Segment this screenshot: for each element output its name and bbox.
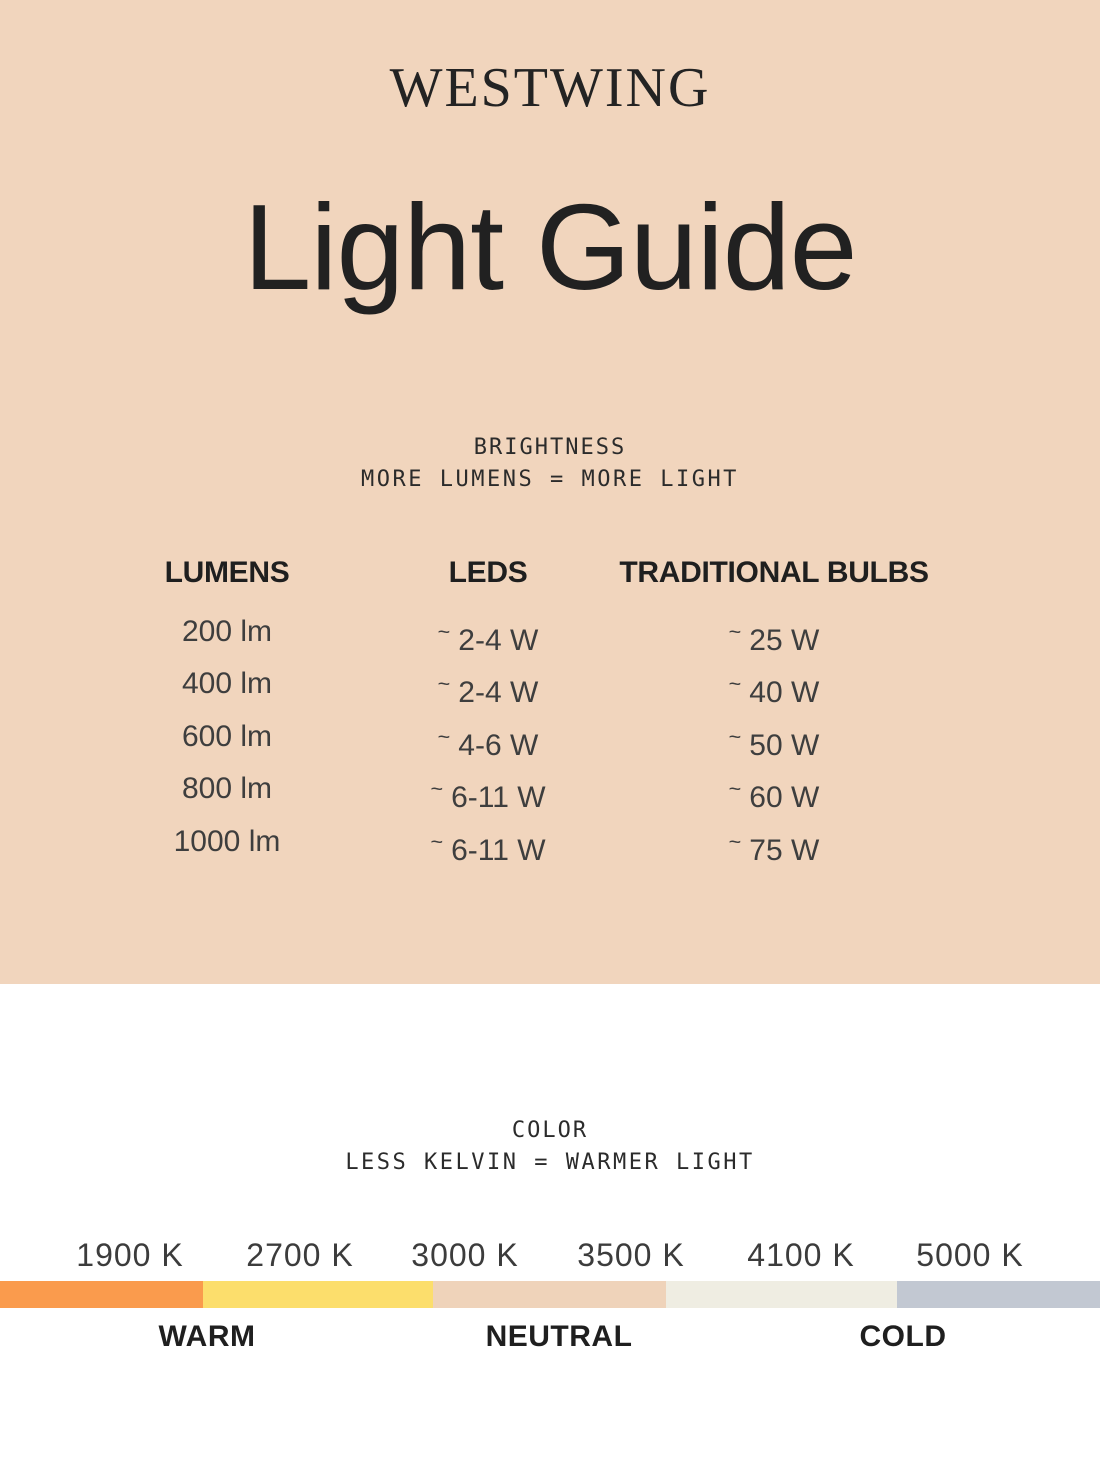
cell-value: 400 lm xyxy=(181,667,273,701)
lumens-conversion-table xyxy=(0,556,1100,876)
color-heading: COLOR xyxy=(511,1118,589,1143)
cell-value: 40 W xyxy=(749,676,820,710)
table-cell-lumens xyxy=(165,711,290,763)
table-cell-leds xyxy=(430,711,545,763)
cell-value: 75 W xyxy=(749,833,820,867)
temperature-label-neutral: NEUTRAL xyxy=(485,1320,633,1353)
kelvin-label: 5000 K xyxy=(916,1237,1024,1273)
cell-value: 60 W xyxy=(749,780,820,814)
temperature-label-warm: WARM xyxy=(158,1320,256,1353)
scale-segment-warm-yellow xyxy=(203,1281,433,1308)
temperature-label-cold: COLD xyxy=(859,1320,947,1353)
cell-value: 600 lm xyxy=(181,719,273,753)
kelvin-label: 3000 K xyxy=(411,1237,519,1273)
approx-tilde: ~ xyxy=(728,828,742,854)
cell-value: 6-11 W xyxy=(451,833,546,867)
temperature-labels-row xyxy=(0,1322,1100,1352)
table-column-lumens xyxy=(165,556,290,868)
approx-tilde: ~ xyxy=(728,671,742,697)
table-cell-lumens xyxy=(165,816,290,868)
cell-value: 2-4 W xyxy=(458,623,539,657)
approx-tilde: ~ xyxy=(437,671,451,697)
kelvin-labels-row xyxy=(0,1238,1100,1272)
table-cell-traditional-bulbs xyxy=(619,658,928,710)
column-header-traditional-bulbs: TRADITIONAL BULBS xyxy=(619,556,929,589)
color-temperature-scale-bar xyxy=(0,1281,1100,1308)
table-cell-leds xyxy=(430,763,545,815)
color-subheading: LESS KELVIN = WARMER LIGHT xyxy=(345,1150,755,1175)
cell-value: 200 lm xyxy=(181,615,273,648)
table-cell-traditional-bulbs xyxy=(619,606,928,658)
table-column-leds xyxy=(430,556,545,868)
brightness-heading: BRIGHTNESS xyxy=(473,435,627,460)
cell-value: 1000 lm xyxy=(173,824,281,858)
cell-value: 25 W xyxy=(749,623,820,657)
scale-segment-neutral-beige xyxy=(433,1281,666,1308)
kelvin-label: 2700 K xyxy=(246,1237,354,1273)
table-cell-traditional-bulbs xyxy=(619,763,928,815)
approx-tilde: ~ xyxy=(437,723,451,749)
table-column-traditional-bulbs xyxy=(619,556,928,868)
brightness-subheading: MORE LUMENS = MORE LIGHT xyxy=(361,467,739,492)
brand-logo: WESTWING xyxy=(389,57,711,119)
approx-tilde: ~ xyxy=(728,723,742,749)
cell-value: 4-6 W xyxy=(458,728,539,762)
approx-tilde: ~ xyxy=(430,776,444,802)
cell-value: 2-4 W xyxy=(458,676,539,710)
color-heading-block xyxy=(0,1115,1100,1179)
brightness-heading-block xyxy=(0,432,1100,496)
cell-value: 800 lm xyxy=(181,772,273,806)
kelvin-label: 3500 K xyxy=(577,1237,685,1273)
table-cell-leds xyxy=(430,658,545,710)
column-header-lumens: LUMENS xyxy=(164,556,290,589)
approx-tilde: ~ xyxy=(728,619,742,644)
table-cell-leds xyxy=(430,816,545,868)
cell-value: 6-11 W xyxy=(451,780,546,814)
table-cell-traditional-bulbs xyxy=(619,816,928,868)
table-cell-traditional-bulbs xyxy=(619,711,928,763)
table-cell-leds xyxy=(430,606,545,658)
table-cell-lumens xyxy=(165,763,290,815)
approx-tilde: ~ xyxy=(430,828,444,854)
table-cell-lumens xyxy=(165,606,290,658)
cell-value: 50 W xyxy=(749,728,820,762)
scale-segment-warm-orange xyxy=(0,1281,203,1308)
approx-tilde: ~ xyxy=(437,619,451,644)
table-cell-lumens xyxy=(165,658,290,710)
kelvin-label: 1900 K xyxy=(76,1237,184,1273)
kelvin-label: 4100 K xyxy=(747,1237,855,1273)
column-header-leds: LEDS xyxy=(448,556,528,589)
page-title: Light Guide xyxy=(243,179,857,315)
scale-segment-cold-gray xyxy=(897,1281,1100,1308)
scale-segment-neutral-cream xyxy=(666,1281,897,1308)
approx-tilde: ~ xyxy=(728,776,742,802)
